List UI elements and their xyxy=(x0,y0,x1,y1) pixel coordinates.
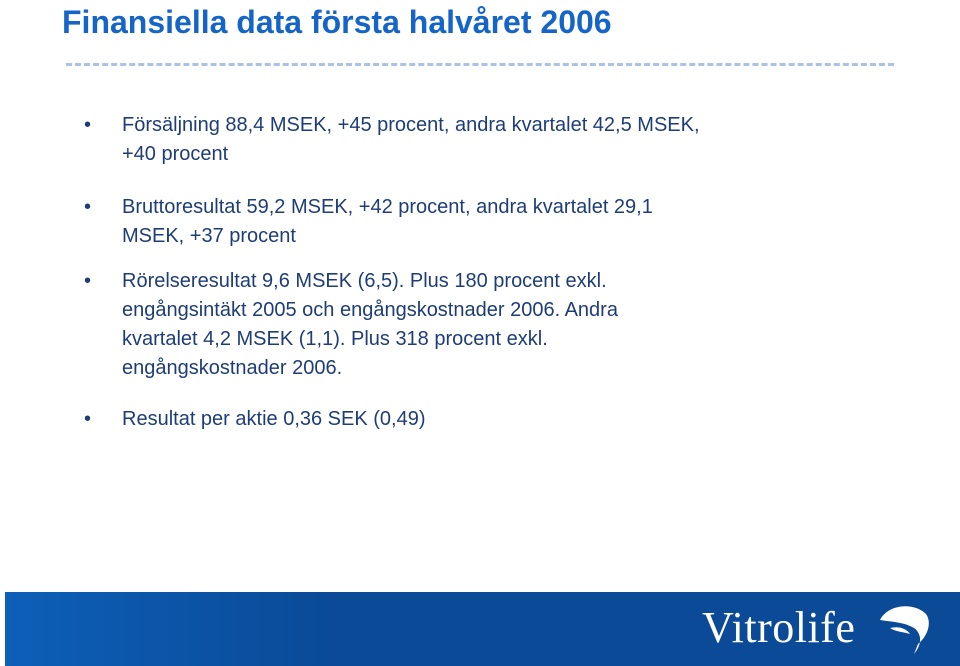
bullet-marker: • xyxy=(84,114,92,136)
bullet-text: Rörelseresultat 9,6 MSEK (6,5). Plus 180 procent exkl. engångsintäkt 2005 och engångskostnader 2006. Andra kvartalet 4,2 MSEK (1,1). Plus 318 procent exkl. engångskostnader 2006. xyxy=(122,270,618,379)
bullet-marker: • xyxy=(84,408,92,430)
bullet-text: Försäljning 88,4 MSEK, +45 procent, andra kvartalet 42,5 MSEK, +40 procent xyxy=(122,114,700,165)
bullet-text: Bruttoresultat 59,2 MSEK, +42 procent, andra kvartalet 29,1 MSEK, +37 procent xyxy=(122,196,653,247)
logo-wordmark: Vitrolife xyxy=(702,603,856,652)
vitrolife-logo xyxy=(702,598,942,658)
bullet-marker: • xyxy=(84,196,92,218)
bullet-marker: • xyxy=(84,270,92,292)
footer-gradient xyxy=(5,592,335,666)
slide-title: Finansiella data första halvåret 2006 xyxy=(62,4,612,40)
vitrolife-swirl-icon xyxy=(874,598,934,658)
bullet-text: Resultat per aktie 0,36 SEK (0,49) xyxy=(122,408,426,430)
title-divider xyxy=(66,63,894,66)
